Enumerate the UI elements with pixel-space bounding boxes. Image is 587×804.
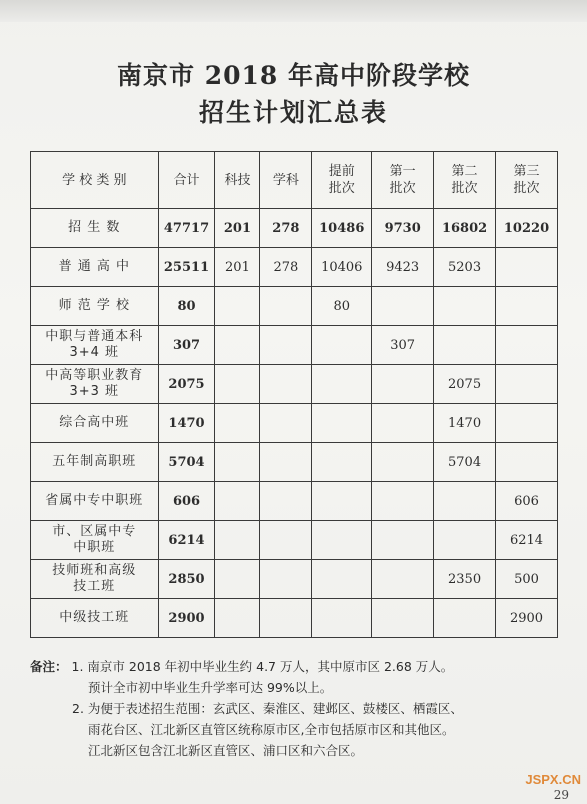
table-cell: 5704 [158, 443, 215, 482]
table-row [31, 326, 558, 365]
row-category: 师 范 学 校 [31, 287, 159, 326]
table-cell [434, 599, 496, 638]
table-cell [372, 404, 434, 443]
table-cell: 80 [312, 287, 372, 326]
row-category: 中高等职业教育 3+3 班 [31, 365, 159, 404]
table-cell [260, 482, 312, 521]
page-subtitle: 招生计划汇总表 [198, 98, 388, 127]
table-cell [312, 404, 372, 443]
table-cell: 2075 [158, 365, 215, 404]
column-header: 合计 [158, 152, 215, 209]
note-line-5: 江北新区包含江北新区直管区、浦口区和六合区。 [88, 743, 364, 758]
table-cell [496, 248, 558, 287]
table-cell [215, 443, 260, 482]
table-cell: 2900 [158, 599, 215, 638]
table-row [31, 248, 558, 287]
table-cell: 278 [260, 248, 312, 287]
row-category: 中职与普通本科 3+4 班 [31, 326, 159, 365]
table-cell: 6214 [158, 521, 215, 560]
notes-section [30, 656, 560, 761]
table-cell: 201 [215, 248, 260, 287]
table-cell: 80 [158, 287, 215, 326]
table-cell [215, 521, 260, 560]
column-header: 第一 批次 [372, 152, 434, 209]
table-cell [215, 560, 260, 599]
table-cell: 10486 [312, 209, 372, 248]
table-cell: 500 [496, 560, 558, 599]
table-cell [434, 287, 496, 326]
table-cell: 1470 [434, 404, 496, 443]
table-cell [260, 443, 312, 482]
table-row [31, 209, 558, 248]
page-number: 29 [553, 788, 569, 802]
table-cell: 10220 [496, 209, 558, 248]
table-cell: 25511 [158, 248, 215, 287]
note-line-4: 雨花台区、江北新区直管区统称原市区,全市包括原市区和其他区。 [88, 722, 455, 737]
column-header: 学 校 类 别 [31, 152, 159, 209]
row-category: 招 生 数 [31, 209, 159, 248]
page-top-edge [0, 0, 587, 22]
table-cell: 606 [158, 482, 215, 521]
column-header: 提前 批次 [312, 152, 372, 209]
table-cell [496, 443, 558, 482]
table-cell [215, 404, 260, 443]
table-cell [260, 560, 312, 599]
table-cell [372, 599, 434, 638]
column-header: 学科 [260, 152, 312, 209]
table-cell: 6214 [496, 521, 558, 560]
table-cell [372, 287, 434, 326]
table-cell: 9423 [372, 248, 434, 287]
table-cell: 2850 [158, 560, 215, 599]
table-row [31, 365, 558, 404]
note-line-1 [30, 656, 560, 677]
table-cell [260, 287, 312, 326]
table-cell [215, 365, 260, 404]
table-cell [496, 287, 558, 326]
row-category: 省属中专中职班 [31, 482, 159, 521]
table-cell [260, 599, 312, 638]
table-cell [434, 326, 496, 365]
table-cell: 1470 [158, 404, 215, 443]
table-cell [372, 443, 434, 482]
table-cell [312, 599, 372, 638]
table-cell [496, 365, 558, 404]
table-cell [260, 404, 312, 443]
table-cell: 2900 [496, 599, 558, 638]
table-cell: 5704 [434, 443, 496, 482]
column-header: 科技 [215, 152, 260, 209]
table-row [31, 287, 558, 326]
table-cell [312, 482, 372, 521]
row-category: 市、区属中专 中职班 [31, 521, 159, 560]
notes-label: 备注： [30, 659, 68, 674]
table-cell [260, 326, 312, 365]
table-cell [434, 521, 496, 560]
table-row [31, 404, 558, 443]
table-cell [312, 326, 372, 365]
table-row [31, 560, 558, 599]
table-cell: 10406 [312, 248, 372, 287]
table-cell [215, 287, 260, 326]
row-category: 普 通 高 中 [31, 248, 159, 287]
table-cell [260, 365, 312, 404]
row-category: 中级技工班 [31, 599, 159, 638]
table-cell [215, 599, 260, 638]
column-header: 第二 批次 [434, 152, 496, 209]
table-row [31, 521, 558, 560]
table-cell [434, 482, 496, 521]
table-cell [372, 521, 434, 560]
enrollment-plan-table [30, 151, 558, 638]
table-header-row [31, 152, 558, 209]
row-category: 技师班和高级 技工班 [31, 560, 159, 599]
table-cell [215, 482, 260, 521]
page-title: 南京市 2018 年高中阶段学校 [117, 61, 470, 90]
table-row [31, 482, 558, 521]
table-cell: 278 [260, 209, 312, 248]
table-cell [312, 521, 372, 560]
table-cell [312, 560, 372, 599]
table-cell [496, 326, 558, 365]
table-cell [372, 560, 434, 599]
table-cell: 2350 [434, 560, 496, 599]
table-cell [215, 326, 260, 365]
table-cell: 5203 [434, 248, 496, 287]
note-line-3: 2. 为便于表述招生范围：玄武区、秦淮区、建邺区、鼓楼区、栖霞区、 [72, 701, 463, 716]
table-cell [372, 365, 434, 404]
watermark: JSPX.CN [525, 772, 581, 787]
table-cell: 201 [215, 209, 260, 248]
table-cell [312, 365, 372, 404]
note-line-2: 预计全市初中毕业生升学率可达 99%以上。 [88, 680, 333, 695]
row-category: 综合高中班 [31, 404, 159, 443]
table-body [31, 209, 558, 638]
table-cell: 2075 [434, 365, 496, 404]
table-cell: 16802 [434, 209, 496, 248]
note-text: 1. 南京市 2018 年初中毕业生约 4.7 万人，其中原市区 2.68 万人。 [71, 659, 454, 674]
table-cell [372, 482, 434, 521]
row-category: 五年制高职班 [31, 443, 159, 482]
table-cell: 307 [158, 326, 215, 365]
table-cell: 9730 [372, 209, 434, 248]
table-cell: 606 [496, 482, 558, 521]
table-cell [312, 443, 372, 482]
table-cell [260, 521, 312, 560]
table-row [31, 599, 558, 638]
table-row [31, 443, 558, 482]
column-header: 第三 批次 [496, 152, 558, 209]
table-cell: 47717 [158, 209, 215, 248]
table-cell: 307 [372, 326, 434, 365]
table-cell [496, 404, 558, 443]
